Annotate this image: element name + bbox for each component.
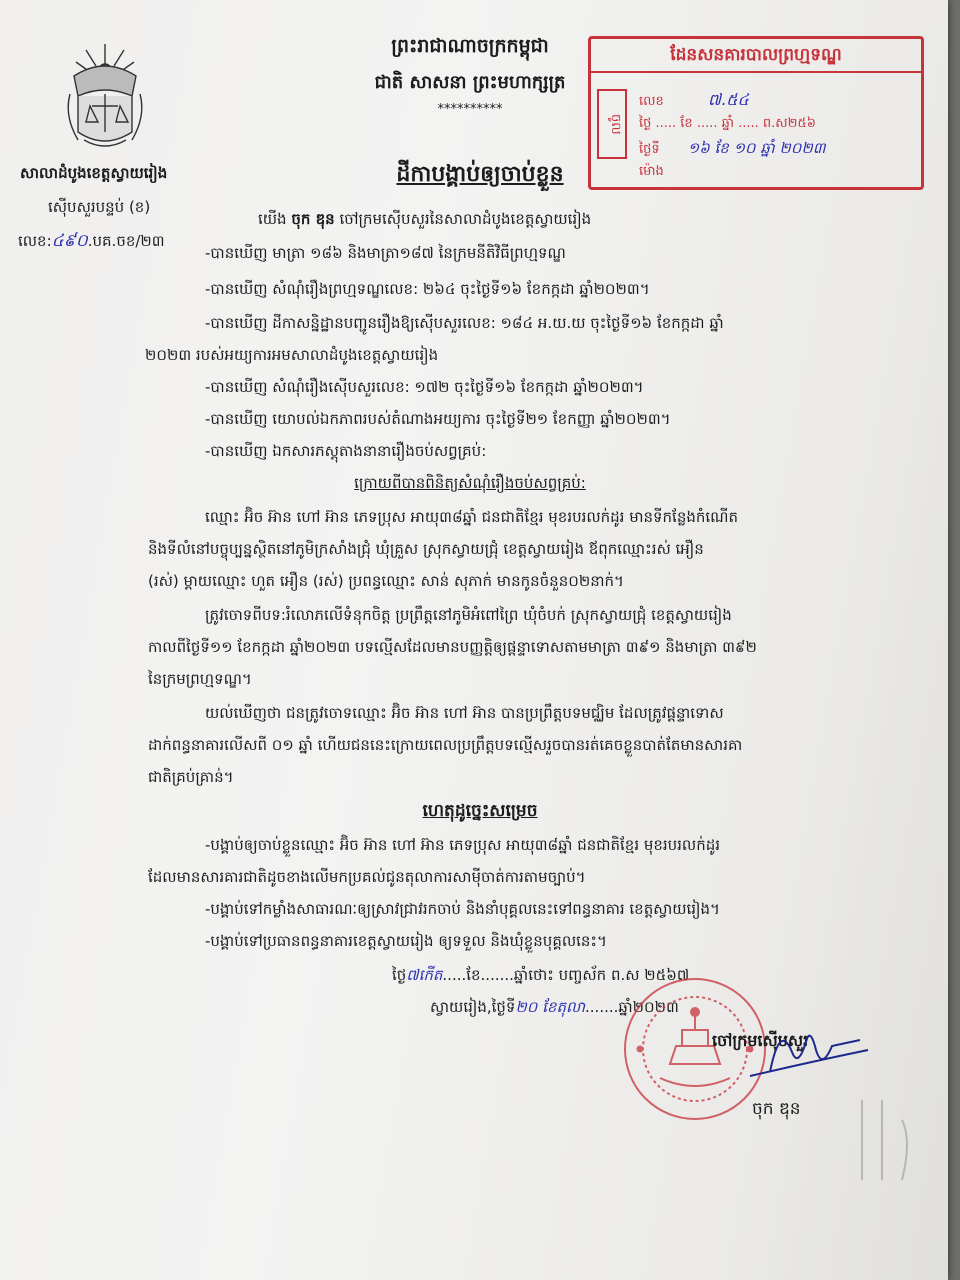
consideration-line: -បានឃើញ យោបល់ឯកភាពរបស់តំណាងអយ្យការ ចុះថ្ងៃទី២១ ខែកញ្ញា ឆ្នាំ២០២៣។ xyxy=(205,410,671,428)
charge-line: ត្រូវចោទពីបទ:រំលោភលើទំនុកចិត្ត ប្រព្រឹត្តនៅភូមិអំពៅព្រៃ ឃុំចំបក់ ស្រុកស្វាយជ្រុំ ខេត្តស្វាយរៀង xyxy=(205,606,732,624)
consideration-line: -បានឃើញ សំណុំរឿងស៊ើបសួរលេខ: ១៧២ ចុះថ្ងៃទី១៦ ខែកក្កដា ឆ្នាំ២០២៣។ xyxy=(205,378,644,396)
order-line: -បង្គាប់ទៅប្រធានពន្ធនាគារខេត្តស្វាយរៀង ឲ្យទទួល និងឃុំខ្លួនបុគ្គលនេះ។ xyxy=(205,932,607,950)
stamp-number-label: លេខ xyxy=(639,94,664,109)
intro-we: យើង xyxy=(258,210,287,228)
stamp-row-date xyxy=(639,139,826,161)
order-line: -បង្គាប់ទៅកម្លាំងសាធារណៈឲ្យស្រាវជ្រាវរកចាប់ និងនាំបុគ្គលនេះទៅពន្ធនាគារ ខេត្តស្វាយរៀង។ xyxy=(205,900,720,918)
person-line: ឈ្មោះ អ៊ិច អ៊ាន ហៅ អ៊ាន ភេទប្រុស អាយុ៣៨ឆ្នាំ ជនជាតិខ្មែរ មុខរបរលក់ដូរ មានទីកន្លែងកំណើត xyxy=(205,508,738,526)
consideration-line: -បានឃើញ ដីកាសន្និដ្ឋានបញ្ជូនរឿងឱ្យស៊ើបសួរលេខ: ១៨៤ អ.យ.យ ចុះថ្ងៃទី១៦ ខែកក្កដា ឆ្នាំ xyxy=(205,314,724,332)
solar-date-prefix: ស្វាយរៀង,ថ្ងៃទី xyxy=(430,998,516,1016)
review-subheading: ក្រោយពីបានពិនិត្យសំណុំរឿងចប់សព្វគ្រប់: xyxy=(354,474,586,492)
stamp-title: ដែនសនគារបាលព្រហ្មទណ្ឌ xyxy=(591,39,921,73)
national-motto: ជាតិ សាសនា ព្រះមហាក្សត្រ xyxy=(374,72,566,93)
reference-prefix: លេខ: xyxy=(18,232,52,250)
person-line: (រស់) ម្ដាយឈ្មោះ ហួត អឿន (រស់) ប្រពន្ធឈ្មោះ សាន់ សុភាក់ មានកូនចំនួន០២នាក់។ xyxy=(148,572,624,590)
stamp-row-number xyxy=(639,89,749,113)
opinion-line: ជាតិគ្រប់គ្រាន់។ xyxy=(148,768,234,786)
stamp-row-lunar: ថ្ងៃ ..... ខែ ..... ឆ្នាំ ..... ព.ស២៥៦ xyxy=(639,116,816,131)
judge-name: ចុក ឌុន xyxy=(291,210,335,228)
stamp-side-label: ចូល xyxy=(597,89,627,159)
reference-suffix: .បគ.ចខ/២៣ xyxy=(87,232,165,250)
court-name: សាលាដំបូងខេត្តស្វាយរៀង xyxy=(20,164,168,182)
order-line: ដែលមានសារគារជាតិដូចខាងលើមកប្រគល់ជូនតុលាការសាម៉ីចាត់ការតាមច្បាប់។ xyxy=(148,868,586,886)
signer-name: ចុក ឌុន xyxy=(752,1099,801,1119)
intro-line xyxy=(258,210,591,232)
charge-line: កាលពីថ្ងៃទី១១ ខែកក្កដា ឆ្នាំ២០២៣ បទល្មើសដែលមានបញ្ញត្តិឲ្យផ្ដន្ទាទោសតាមមាត្រា ៣៩១ និងមាត្រា ៣៩២ xyxy=(148,638,757,656)
decision-heading: ហេតុដូច្នេះសម្រេច xyxy=(422,801,538,821)
order-line: -បង្គាប់ឲ្យចាប់ខ្លួនឈ្មោះ អ៊ិច អ៊ាន ហៅ អ៊ាន ភេទប្រុស អាយុ៣៨ឆ្នាំ ជនជាតិខ្មែរ មុខរបរលក់ដូរ xyxy=(205,836,721,854)
separator-stars: ********** xyxy=(437,102,503,117)
stamp-date-value: ១៦ ខែ ១០ ឆ្នាំ ២០២៣ xyxy=(687,139,826,157)
intro-rest: ចៅក្រមស៊ើបសួរនៃសាលាដំបូងខេត្តស្វាយរៀង xyxy=(339,210,592,228)
solar-date-rest: .......ឆ្នាំ២០២៣ xyxy=(585,998,679,1016)
stamp-row-time: ម៉ោង xyxy=(639,164,664,179)
reference-handwritten: ៤៩០ xyxy=(51,231,88,251)
signer-title: ចៅក្រមស៊ើបសួរ xyxy=(712,1031,809,1050)
consideration-line: ២០២៣ របស់អយ្យការអមសាលាដំបូងខេត្តស្វាយរៀង xyxy=(145,346,439,364)
person-line: និងទីលំនៅបច្ចុប្បន្នស្ថិតនៅភូមិក្រសាំងជ្រុំ ឃុំគ្រួស ស្រុកស្វាយជ្រុំ ខេត្តស្វាយរៀង ឪពុកឈ្មោះរស់ អឿន xyxy=(148,540,704,558)
opinion-line: យល់ឃើញថា ជនត្រូវចោទឈ្មោះ អ៊ិច អ៊ាន ហៅ អ៊ាន បានប្រព្រឹត្តបទមជ្ឈិម ដែលត្រូវផ្ដន្ទាទោស xyxy=(205,704,724,722)
lunar-date-handwritten: ៧កើត xyxy=(406,966,443,984)
lunar-date-rest: .....ខែ.......ឆ្នាំថោះ បញ្ចស័ក ព.ស ២៥៦៧ xyxy=(442,966,690,984)
stamp-number-value: ៧.៥៤ xyxy=(707,90,749,109)
stamp-date-label: ថ្ងៃទី xyxy=(639,142,660,157)
kingdom-title: ព្រះរាជាណាចក្រកម្ពុជា xyxy=(391,35,549,57)
royal-emblem-icon xyxy=(56,36,154,154)
charge-line: នៃក្រមព្រហ្មទណ្ឌ។ xyxy=(148,670,252,688)
consideration-line: -បានឃើញ មាត្រា ១៨៦ និងមាត្រា១៨៧ នៃក្រមនីតិវិធីព្រហ្មទណ្ឌ xyxy=(205,244,566,262)
consideration-line: -បានឃើញ ឯកសារភស្តុតាងនានារឿងចប់សព្វគ្រប់: xyxy=(205,442,487,460)
investigation-office: ស៊ើបសួរបន្ទប់ (ខ) xyxy=(48,198,151,216)
solar-date-handwritten: ២០ ខែតុលា xyxy=(515,998,586,1016)
document-title: ដីកាបង្គាប់ឲ្យចាប់ខ្លួន xyxy=(396,162,564,187)
margin-mark-icon xyxy=(842,1080,932,1200)
lunar-date-prefix: ថ្ងៃ xyxy=(392,966,407,984)
opinion-line: ដាក់ពន្ធនាគារលើសពី ០១ ឆ្នាំ ហើយជននេះក្រោយពេលប្រព្រឹត្តបទល្មើសរួចបានរត់គេចខ្លួនបាត់តែមានសារគា xyxy=(148,736,743,754)
consideration-line: -បានឃើញ សំណុំរឿងព្រហ្មទណ្ឌលេខ: ២៦៤ ចុះថ្ងៃទី១៦ ខែកក្កដា ឆ្នាំ២០២៣។ xyxy=(205,280,650,298)
reference-number xyxy=(18,230,165,255)
